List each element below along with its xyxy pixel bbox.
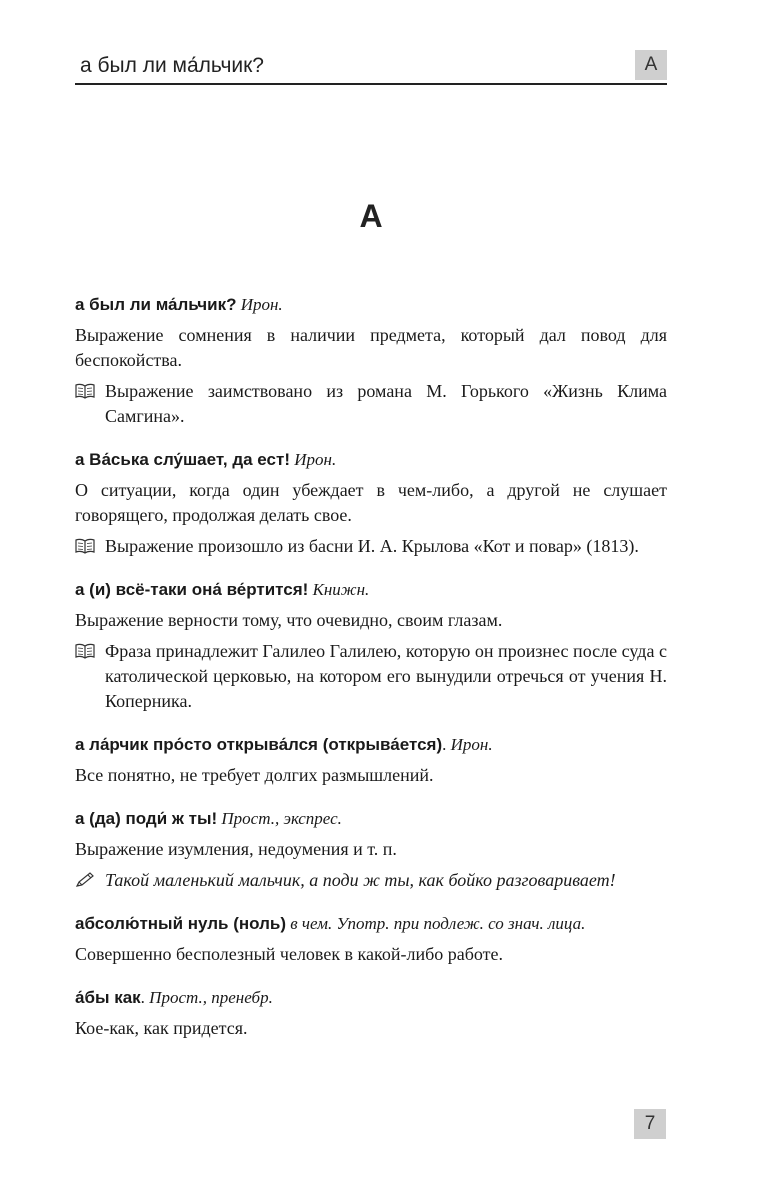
- entry-headword: а ла́рчик про́сто открыва́лся (открыва́ется): [75, 735, 443, 754]
- entry-headword: абсолю́тный нуль (ноль): [75, 914, 287, 933]
- dictionary-entries: [75, 293, 667, 1060]
- entry-definition: Все понятно, не требует долгих размышлений.: [75, 765, 434, 785]
- entry-note-text: Выражение заимствовано из романа М. Горького «Жизнь Клима Самгина».: [105, 381, 667, 426]
- book-icon: [75, 639, 105, 659]
- entry-head: [75, 986, 667, 1010]
- entry-note: [75, 639, 667, 714]
- dictionary-entry: [75, 807, 667, 893]
- pencil-icon: [75, 868, 105, 888]
- entry-label: Ирон.: [240, 295, 283, 314]
- entry-head: [75, 293, 667, 317]
- entry-definition: Совершенно бесполезный человек в какой-либо работе.: [75, 944, 504, 964]
- section-letter: А: [359, 198, 383, 234]
- entry-note: [75, 534, 667, 559]
- entry-definition: Выражение изумления, недоумения и т. п.: [75, 839, 397, 859]
- entry-definition: Выражение верности тому, что очевидно, своим глазам.: [75, 610, 503, 630]
- entry-example-text: Такой маленький мальчик, а поди ж ты, как бойко разговаривает!: [105, 870, 616, 890]
- entry-head: [75, 807, 667, 831]
- book-icon: [75, 534, 105, 554]
- dictionary-entry: [75, 986, 667, 1041]
- entry-definition: Кое-как, как придется.: [75, 1018, 248, 1038]
- entry-head: [75, 448, 667, 472]
- dictionary-entry: [75, 293, 667, 429]
- entry-punct: .: [140, 988, 145, 1007]
- entry-label: Книжн.: [312, 580, 370, 599]
- entry-example: [75, 868, 667, 893]
- entry-label: Ирон.: [450, 735, 493, 754]
- entry-headword: а́бы как: [75, 988, 141, 1007]
- entry-headword: а Ва́ська слу́шает, да ест!: [75, 450, 290, 469]
- running-header-letter-tab: А: [635, 50, 667, 80]
- entry-note-text: Фраза принадлежит Галилео Галилею, которую он произнес после суда с католической церковью, на котором его вынудили отречься от учения Н. Коперника.: [105, 641, 667, 711]
- dictionary-entry: [75, 733, 667, 788]
- dictionary-entry: [75, 578, 667, 714]
- dictionary-entry: [75, 912, 667, 967]
- dictionary-entry: [75, 448, 667, 559]
- entry-headword: а был ли ма́льчик?: [75, 295, 237, 314]
- book-icon: [75, 379, 105, 399]
- entry-head: [75, 578, 667, 602]
- entry-definition: О ситуации, когда один убеждает в чем-либо, а другой не слушает говорящего, продолжая делать свое.: [75, 480, 667, 525]
- entry-definition: Выражение сомнения в наличии предмета, который дал повод для беспокойства.: [75, 325, 667, 370]
- entry-label: Прост., экспрес.: [221, 809, 342, 828]
- running-header: [75, 50, 667, 85]
- entry-label: в чем. Употр. при подлеж. со знач. лица.: [290, 914, 586, 933]
- entry-note: [75, 379, 667, 429]
- running-header-title: а был ли ма́льчик?: [80, 54, 264, 77]
- entry-note-text: Выражение произошло из басни И. А. Крылова «Кот и повар» (1813).: [105, 536, 639, 556]
- entry-head: [75, 912, 667, 936]
- entry-punct: .: [442, 735, 447, 754]
- page-number: 7: [634, 1109, 666, 1139]
- entry-headword: а (и) всё-таки она́ ве́ртится!: [75, 580, 309, 599]
- entry-label: Ирон.: [294, 450, 337, 469]
- entry-head: [75, 733, 667, 757]
- entry-label: Прост., пренебр.: [149, 988, 273, 1007]
- entry-headword: а (да) поди́ ж ты!: [75, 809, 218, 828]
